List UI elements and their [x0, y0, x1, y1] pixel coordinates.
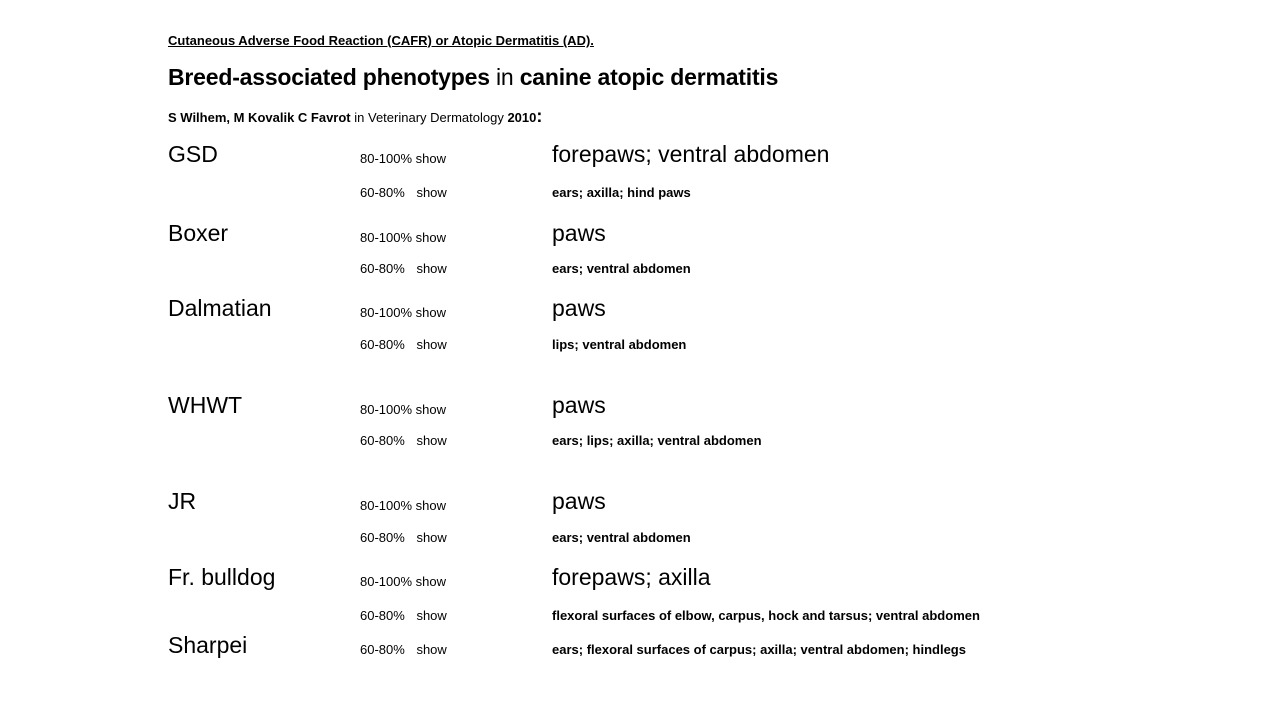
- frbulldog-high-pct-value: 80-100%: [360, 574, 413, 589]
- breed-jr: JR: [168, 488, 197, 514]
- frbulldog-high-sites: forepaws; axilla: [552, 564, 711, 590]
- citation: [168, 106, 542, 127]
- gsd-mid-pct: [360, 185, 447, 200]
- gsd-high-sites: forepaws; ventral abdomen: [552, 141, 830, 167]
- frbulldog-mid-pct-value: 60-80%: [360, 608, 405, 623]
- whwt-high-show: show: [415, 402, 447, 417]
- whwt-high-pct: [360, 402, 446, 417]
- boxer-high-show: show: [415, 230, 447, 245]
- boxer-high-pct: [360, 230, 446, 245]
- whwt-high-sites: paws: [552, 392, 606, 418]
- jr-high-pct-value: 80-100%: [360, 498, 413, 513]
- frbulldog-mid-show: show: [416, 608, 447, 623]
- dalmatian-high-sites: paws: [552, 295, 606, 321]
- whwt-mid-pct: [360, 433, 447, 448]
- citation-year: 2010: [507, 110, 537, 125]
- gsd-mid-show: show: [416, 185, 447, 200]
- gsd-mid-sites: ears; axilla; hind paws: [552, 185, 691, 200]
- dalmatian-mid-show: show: [416, 337, 447, 352]
- jr-high-pct: [360, 498, 446, 513]
- jr-mid-show: show: [416, 530, 447, 545]
- whwt-mid-sites: ears; lips; axilla; ventral abdomen: [552, 433, 762, 448]
- gsd-high-pct: [360, 151, 446, 166]
- jr-high-show: show: [415, 498, 447, 513]
- dalmatian-high-pct-value: 80-100%: [360, 305, 413, 320]
- citation-journal: in Veterinary Dermatology: [350, 110, 508, 125]
- breed-dalmatian: Dalmatian: [168, 295, 272, 321]
- dalmatian-high-pct: [360, 305, 446, 320]
- breed-sharpei: Sharpei: [168, 632, 248, 658]
- topic-heading: Cutaneous Adverse Food Reaction (CAFR) or Atopic Dermatitis (AD).: [168, 33, 594, 48]
- jr-high-sites: paws: [552, 488, 606, 514]
- slide-title: [168, 64, 778, 91]
- whwt-mid-show: show: [416, 433, 447, 448]
- frbulldog-high-show: show: [415, 574, 447, 589]
- frbulldog-mid-pct: [360, 608, 447, 623]
- boxer-mid-pct: [360, 261, 447, 276]
- boxer-high-sites: paws: [552, 220, 606, 246]
- title-part-3: canine atopic dermatitis: [519, 64, 779, 90]
- gsd-high-pct-value: 80-100%: [360, 151, 413, 166]
- jr-mid-sites: ears; ventral abdomen: [552, 530, 691, 545]
- title-part-1: Breed-associated phenotypes: [168, 64, 490, 90]
- boxer-mid-show: show: [416, 261, 447, 276]
- jr-mid-pct: [360, 530, 447, 545]
- citation-colon: :: [536, 106, 543, 126]
- dalmatian-mid-sites: lips; ventral abdomen: [552, 337, 687, 352]
- dalmatian-mid-pct-value: 60-80%: [360, 337, 405, 352]
- frbulldog-mid-sites: flexoral surfaces of elbow, carpus, hock and tarsus; ventral abdomen: [552, 608, 980, 623]
- citation-authors: S Wilhem, M Kovalik C Favrot: [168, 110, 351, 125]
- sharpei-mid-sites: ears; flexoral surfaces of carpus; axilla; ventral abdomen; hindlegs: [552, 642, 966, 657]
- breed-boxer: Boxer: [168, 220, 229, 246]
- gsd-high-show: show: [415, 151, 447, 166]
- frbulldog-high-pct: [360, 574, 446, 589]
- sharpei-mid-pct-value: 60-80%: [360, 642, 405, 657]
- whwt-high-pct-value: 80-100%: [360, 402, 413, 417]
- boxer-mid-pct-value: 60-80%: [360, 261, 405, 276]
- sharpei-mid-pct: [360, 642, 447, 657]
- sharpei-mid-show: show: [416, 642, 447, 657]
- gsd-mid-pct-value: 60-80%: [360, 185, 405, 200]
- boxer-high-pct-value: 80-100%: [360, 230, 413, 245]
- boxer-mid-sites: ears; ventral abdomen: [552, 261, 691, 276]
- jr-mid-pct-value: 60-80%: [360, 530, 405, 545]
- title-part-2: in: [489, 64, 520, 90]
- breed-fr-bulldog: Fr. bulldog: [168, 564, 276, 590]
- dalmatian-high-show: show: [415, 305, 447, 320]
- breed-whwt: WHWT: [168, 392, 243, 418]
- breed-gsd: GSD: [168, 141, 218, 167]
- dalmatian-mid-pct: [360, 337, 447, 352]
- whwt-mid-pct-value: 60-80%: [360, 433, 405, 448]
